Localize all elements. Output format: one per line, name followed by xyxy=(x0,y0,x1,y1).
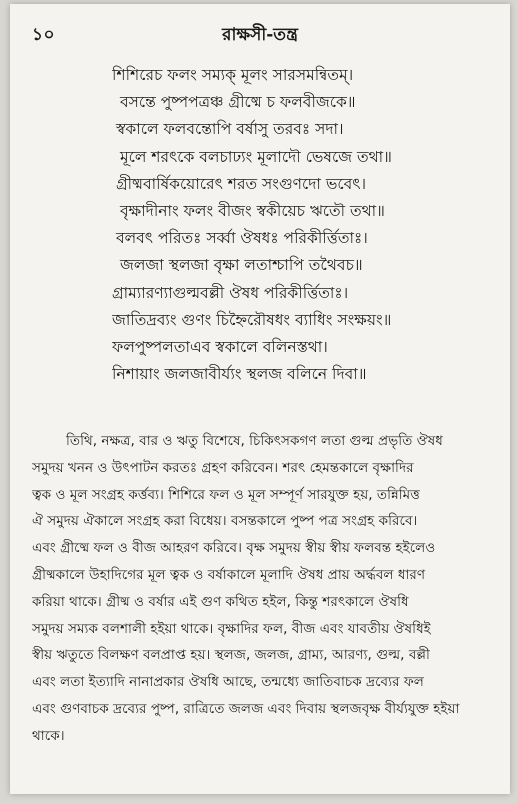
sanskrit-verses xyxy=(112,62,492,388)
commentary-line: ঐ সমুদয় ঐকালে সংগ্রহ করা বিধেয়। বসন্তকালে পুষ্প পত্র সংগ্রহ করিবে। xyxy=(32,513,418,530)
verse-line: বৃক্ষাদীনাং ফলং বীজং স্বকীয়েচ ঋতৌ তথা॥ xyxy=(120,201,385,220)
book-page xyxy=(10,4,510,794)
commentary-line: ত্বক ও মূল সংগ্রহ কর্ত্তব্য। শিশিরে ফল ও মূল সম্পূর্ণ সারযুক্ত হয়, তন্নিমিত্ত xyxy=(32,486,420,503)
verse-line: স্বকালে ফলবন্তোপি বর্ষাসু তরবঃ সদা। xyxy=(116,120,344,139)
commentary-line: স্বীয় ঋতুতে বিলক্ষণ বলপ্রাপ্ত হয়। স্থলজ, জলজ, গ্রাম্য, আরণ্য, গুল্ম, বল্লী xyxy=(32,647,430,664)
page-header xyxy=(32,22,488,46)
verse-line: শিশিরেচ ফলং সম্যক্ মূলং সারসমন্বিতম্। xyxy=(112,66,354,84)
commentary-line: থাকে। xyxy=(32,727,65,744)
verse-line: বসন্তে পুষ্পপত্রঞ্চ গ্রীষ্মে চ ফলবীজকে॥ xyxy=(120,93,356,112)
commentary-line: করিয়া থাকে। গ্রীষ্ম ও বর্ষার এই গুণ কথিত হইল, কিন্তু শরৎকালে ঔষধি xyxy=(32,593,409,610)
commentary-line: এবং গ্রীষ্মে ফল ও বীজ আহরণ করিবে। বৃক্ষ সমুদয় স্বীয় স্বীয় ফলবন্ত হইলেও xyxy=(32,540,436,557)
verse-line: নিশায়াং জলজাবীর্য্যং স্থলজ বলিনে দিবা॥ xyxy=(112,365,367,384)
verse-line: গ্রাম্যারণ্যাগুল্মবল্লী ঔষধ পরিকীর্ত্তিতাঃ। xyxy=(112,283,349,302)
commentary-line: সমুদয় খনন ও উৎপাটন করতঃ গ্রহণ করিবেন। শরৎ হেমন্তকালে বৃক্ষাদির xyxy=(32,459,414,476)
commentary-line: তিথি, নক্ষত্র, বার ও ঋতু বিশেষে, চিকিৎসকগণ লতা গুল্ম প্রভৃতি ঔষধ xyxy=(66,433,443,449)
verse-line: বলবৎ পরিতঃ সর্ব্বা ঔষধঃ পরিকীর্ত্তিতাঃ। xyxy=(116,229,368,248)
commentary-line: গ্রীষ্মকালে উহাদিগের মূল ত্বক ও বর্ষাকালে মূলাদি ঔষধ প্রায় অর্দ্ধবল ধারণ xyxy=(32,566,426,583)
running-title: রাক্ষসী-তন্ত্র xyxy=(222,25,298,45)
verse-line: জাতিদ্রব্যং গুণং চিহ্নৈরৌষধং ব্যাধিং সংক্ষয়ং॥ xyxy=(112,310,392,329)
bengali-commentary xyxy=(32,428,496,750)
page-number: ১০ xyxy=(32,25,56,45)
commentary-line: এবং গুণবাচক দ্রব্যের পুষ্প, রাত্রিতে জলজ এবং দিবায় স্থলজবৃক্ষ বীর্য্যযুক্ত হইয়া xyxy=(32,700,460,717)
commentary-line: সমুদয় সম্যক বলশালী হইয়া থাকে। বৃক্ষাদির ফল, বীজ এবং যাবতীয় ঔষধিই xyxy=(32,620,431,637)
verse-line: গ্রীষ্মবার্ষিকয়োরেৎ শরত সংগুণদো ভবেৎ। xyxy=(116,174,367,193)
verse-line: ফলপুষ্পলতাএব স্বকালে বলিনস্তথা। xyxy=(112,337,328,356)
commentary-line: এবং লতা ইত্যাদি নানাপ্রকার ঔষধি আছে, তন্মধ্যে জাতিবাচক দ্রব্যের ফল xyxy=(32,674,424,691)
verse-line: জলজা স্থলজা বৃক্ষা লতাশ্চাপি তথৈবচ॥ xyxy=(120,256,363,275)
verse-line: মূলে শরৎকে বলচাঢ্যং মূলাদৌ ভেষজে তথা॥ xyxy=(120,147,392,166)
